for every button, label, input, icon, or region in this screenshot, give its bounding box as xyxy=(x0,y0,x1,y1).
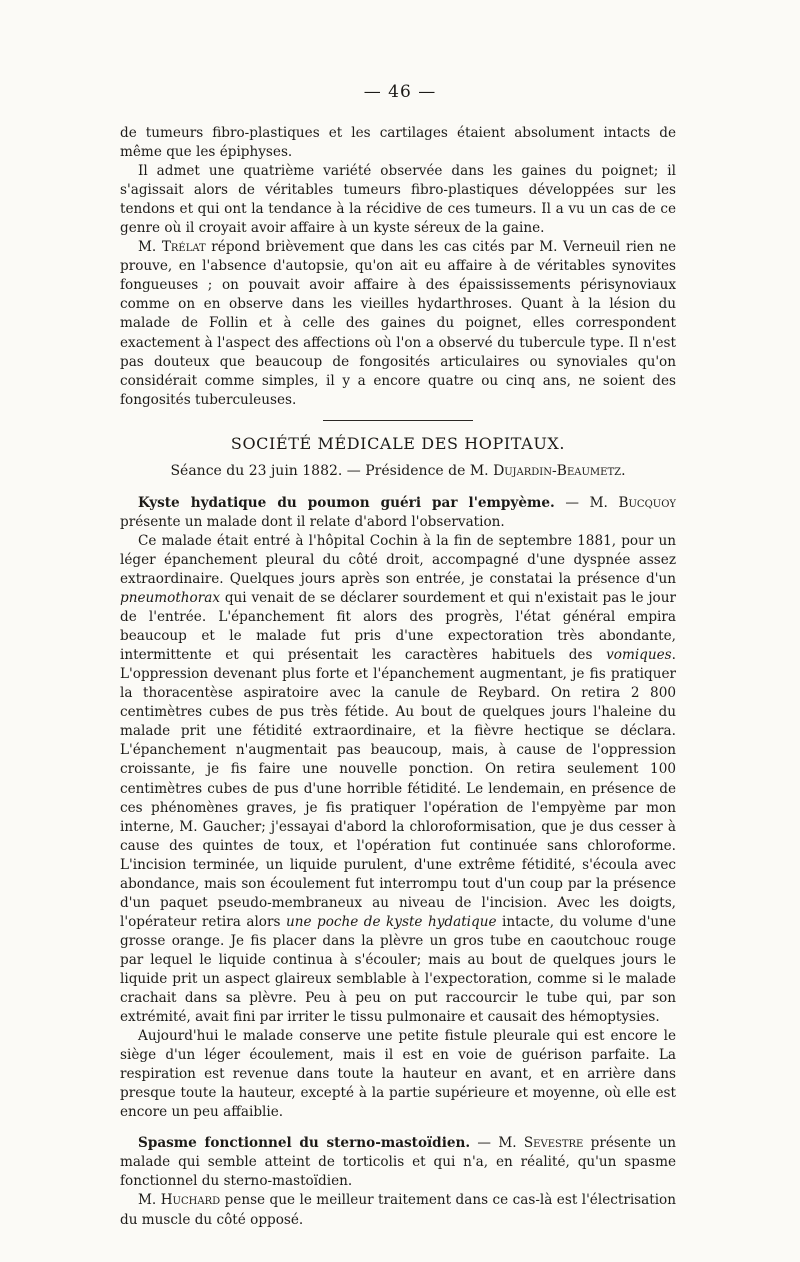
paragraph-outcome: Aujourd'hui le malade conserve une petite fistule pleurale qui est encore le siège d'un léger écoulement, mais il est en voie de guérison parfaite. La respiration est revenue dans toute la hauteur en avant, et en arrière dans presque toute la hauteur, excepté à la partie supérieure et moyenne, où elle est encore un peu affaiblie. xyxy=(120,1028,676,1121)
intro-text: présente un malade qui semble atteint de torticolis et qui n'a, en réalité, qu'un spasme fonctionnel du sterno-mastoïdien. xyxy=(120,1135,676,1190)
article-intro xyxy=(120,494,676,532)
article-heading: Spasme fonctionnel du sterno-mastoïdien. xyxy=(138,1135,471,1152)
heading-dash: — xyxy=(554,494,590,511)
paragraph-text: répond brièvement que dans les cas cités par M. Verneuil rien ne prouve, en l'absence d'autopsie, qu'on ait eu affaire à de véritables synovites fongueuses ; on pouvait avoir affaire à des épaississements périsynoviaux comme on en observe dans les vieilles hydarthroses. Quant à la lésion du malade de Follin et à celle des gaines du poignet, elles correspondent exactement à l'aspect des affections où l'on a observé du tubercule type. Il n'est pas douteux que beaucoup de fongosités articulaires ou synoviales qu'on considérait comme simples, il y a encore quatre ou cinq ans, ne soient des fongosités tuberculeuses. xyxy=(120,239,676,408)
author-name: Sevestre xyxy=(523,1135,584,1152)
paragraph-continuation: de tumeurs fibro-plastiques et les cartilages étaient absolument intacts de même que les épiphyses. xyxy=(120,125,676,161)
text-segment: M. xyxy=(138,1192,161,1209)
page-body xyxy=(120,124,676,1230)
paragraph-observation xyxy=(120,532,676,1027)
spacer xyxy=(120,1122,676,1134)
article-heading: Kyste hydatique du poumon guéri par l'empyème. xyxy=(138,494,555,511)
text-segment: qui venait de se déclarer sourdement et qui n'existait pas le jour de l'entrée. L'épanchement fit alors des progrès, l'état général empira beaucoup et le malade fut pris d'une expectoration très abondante, intermittente et qui présentait les caractères habituels des xyxy=(120,590,676,664)
heading-dash: — M. xyxy=(470,1135,524,1152)
text-segment: . L'oppression devenant plus forte et l'épanchement augmentant, je fis pratiquer la thoracentèse aspiratoire avec la canule de Reybard. On retira 2 800 centimètres cubes de pus très fétide. Au bout de quelques jours l'haleine du malade prit une fétidité extraordinaire, et la fièvre hectique se déclara. L'épanchement n'augmentait pas beaucoup, mais, à cause de l'oppression croissante, je fis faire une nouvelle ponction. On retira seulement 100 centimètres cubes de pus d'une horrible fétidité. Le lendemain, en présence de ces phénomènes graves, je fis pratiquer l'opération de l'empyème par mon interne, M. Gaucher; j'essayai d'abord la chloroformisation, que je dus cesser à cause des quintes de toux, et l'opération fut continuée sans chloroforme. L'incision terminée, un liquide purulent, d'une extrême fétidité, s'écoula avec abondance, mais son écoulement fut interrompu tout d'un coup par la présence d'un paquet pseudo-membraneux au niveau de l'incision. Avec les doigts, l'opérateur retira alors xyxy=(120,647,676,930)
italic-term: une poche de kyste hydatique xyxy=(285,913,497,930)
italic-term: vomiques xyxy=(606,647,672,664)
paragraph-fourth-variety: Il admet une quatrième variété observée dans les gaines du poignet; il s'agissait alors de véritables tumeurs fibro-plastiques développées sur les tendons et qui ont la tendance à la récidive de ces tumeurs. Il a vu un cas de ce genre où il croyait avoir affaire à un kyste séreux de la gaine. xyxy=(120,163,676,237)
intro-text: présente un malade dont il relate d'abord l'observation. xyxy=(120,513,505,530)
speaker-name: Huchard xyxy=(160,1192,221,1209)
text-segment: pense que le meilleur traitement dans ce cas-là est l'électrisation du muscle du côté opposé. xyxy=(120,1192,676,1228)
section-divider xyxy=(323,420,473,421)
text-segment: Ce malade était entré à l'hôpital Cochin à la fin de septembre 1881, pour un léger épanchement pleural du côté droit, accompagné d'une dyspnée assez extraordinaire. Quelques jours après son entrée, je constatai la présence d'un xyxy=(120,532,676,587)
session-suffix: . xyxy=(621,462,626,479)
author-name: Bucquoy xyxy=(618,494,676,511)
text-segment: intacte, du volume d'une grosse orange. Je fis placer dans la plèvre un gros tube en caoutchouc rouge par lequel le liquide continua à s'écouler; mais au bout de quelques jours le liquide prit un aspect glaireux semblable à l'expectoration, comme si le malade crachait dans sa plèvre. Peu à peu on put raccourcir le tube qui, par son extrémité, avait fini par irriter le tissu pulmonaire et causait des hémoptysies. xyxy=(120,913,676,1026)
session-prefix: Séance du 23 juin 1882. — Présidence de M. xyxy=(170,462,494,479)
paragraph-huchard xyxy=(120,1191,676,1229)
session-line xyxy=(120,462,676,481)
author-prefix: M. xyxy=(589,494,619,511)
article-intro-spasm xyxy=(120,1134,676,1191)
president-name: Dujardin-Beaumetz xyxy=(493,462,622,479)
page-number: — 46 — xyxy=(363,82,437,102)
speaker-name: M. Trélat xyxy=(138,239,206,256)
paragraph-trelat xyxy=(120,238,676,409)
society-heading: SOCIÉTÉ MÉDICALE DES HOPITAUX. xyxy=(230,433,566,453)
italic-term: pneumothorax xyxy=(120,590,221,607)
